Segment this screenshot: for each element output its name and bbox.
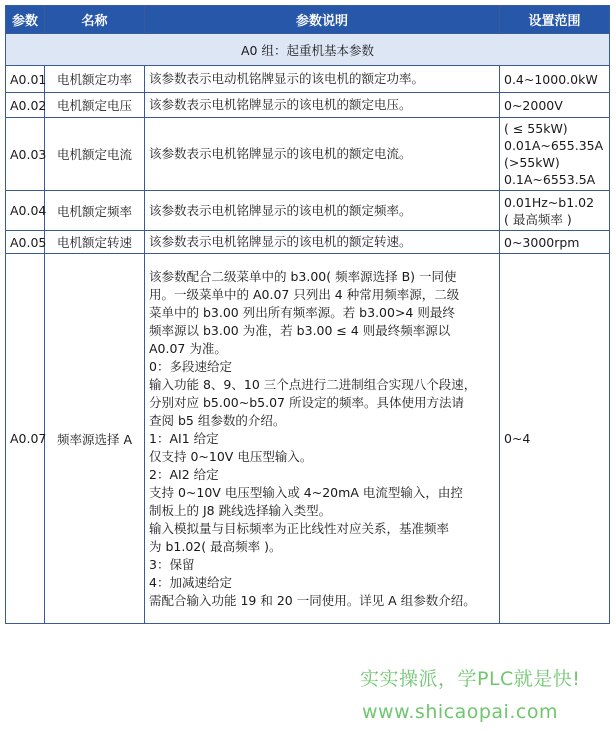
param-name: 电机额定转速 [45,231,145,254]
range-line: 0.01Hz~b1.02 [504,194,595,210]
param-description [145,254,500,624]
param-code: A0.02 [6,93,45,118]
description-line: 查阅 b5 组参数的介绍。 [149,412,286,428]
description-line: 0：多段速给定 [149,358,232,374]
param-code: A0.07 [6,254,45,624]
range-line: 0~2000V [504,97,563,113]
table-row [6,118,610,191]
table-header-row [6,6,610,34]
param-name: 频率源选择 A [45,254,145,624]
description-line: 1：AI1 给定 [149,430,219,446]
range-line: (>55kW) [504,155,560,170]
param-range [500,93,610,118]
table-row [6,254,610,624]
param-description [145,118,500,191]
description-line: 该参数表示电动机铭牌显示的该电机的额定功率。 [149,71,425,86]
table-row [6,191,610,231]
description-line: 为 b1.02( 最高频率 )。 [149,538,282,554]
param-code: A0.01 [6,66,45,93]
param-code: A0.05 [6,231,45,254]
watermark-slogan: 实实操派，学PLC就是快! [360,668,581,690]
description-line: 用。一级菜单中的 A0.07 只列出 4 种常用频率源，二级 [149,286,460,302]
group-title: A0 组：起重机基本参数 [6,34,610,66]
param-description [145,93,500,118]
param-code: A0.03 [6,118,45,191]
parameter-table [5,5,610,624]
description-line: 频率源以 b3.00 为准，若 b3.00 ≤ 4 则最终频率源以 [149,322,451,338]
param-name: 电机额定电压 [45,93,145,118]
range-line: 0~3000rpm [504,234,580,250]
description-line: 输入模拟量与目标频率为正比线性对应关系，基准频率 [149,520,450,536]
description-line: 制板上的 J8 跳线选择输入类型。 [149,502,332,518]
description-line: 3：保留 [149,556,195,572]
param-name: 电机额定频率 [45,191,145,231]
header-desc: 参数说明 [145,6,500,34]
range-line: ( 最高频率 ) [504,211,572,227]
description-line: 该参数表示电机铭牌显示的该电机的额定电流。 [149,146,412,161]
param-range [500,66,610,93]
description-line: 输入功能 8、9、10 三个点进行二进制组合实现八个段速， [149,376,477,392]
range-line: 0.01A~655.35A [504,138,604,153]
description-line: 该参数表示电机铭牌显示的该电机的额定频率。 [149,202,412,218]
param-description [145,231,500,254]
description-line: A0.07 为准。 [149,340,227,356]
header-code: 参数 [6,6,45,34]
watermark-url: www.shicaopai.com [362,701,558,723]
header-name: 名称 [45,6,145,34]
description-line: 分别对应 b5.00~b5.07 所设定的频率。具体使用方法请 [149,394,464,410]
param-range [500,118,610,191]
description-line: 该参数配合二级菜单中的 b3.00( 频率源选择 B) 一同使 [149,268,457,284]
param-range [500,191,610,231]
param-name: 电机额定功率 [45,66,145,93]
param-range [500,254,610,624]
param-code: A0.04 [6,191,45,231]
description-line: 支持 0~10V 电压型输入或 4~20mA 电流型输入，由控 [149,484,463,500]
range-line: 0.4~1000.0kW [504,71,598,87]
param-range [500,231,610,254]
description-line: 2：AI2 给定 [149,466,219,482]
param-name: 电机额定电流 [45,118,145,191]
description-line: 该参数表示电机铭牌显示的该电机的额定转速。 [149,234,412,249]
header-range: 设置范围 [500,6,610,34]
param-description [145,191,500,231]
range-line: ( ≤ 55kW) [504,121,568,136]
description-line: 4：加减速给定 [149,574,232,590]
description-line: 仅支持 0~10V 电压型输入。 [149,448,313,464]
param-description [145,66,500,93]
range-line: 0~4 [504,431,531,446]
description-line: 需配合输入功能 19 和 20 一同使用。详见 A 组参数介绍。 [149,592,476,608]
table-row [6,93,610,118]
description-line: 该参数表示电机铭牌显示的该电机的额定电压。 [149,97,412,112]
table-row [6,66,610,93]
range-line: 0.1A~6553.5A [504,172,596,187]
table-row [6,231,610,254]
group-row [6,34,610,66]
description-line: 菜单中的 b3.00 列出所有频率源。若 b3.00>4 则最终 [149,304,455,320]
